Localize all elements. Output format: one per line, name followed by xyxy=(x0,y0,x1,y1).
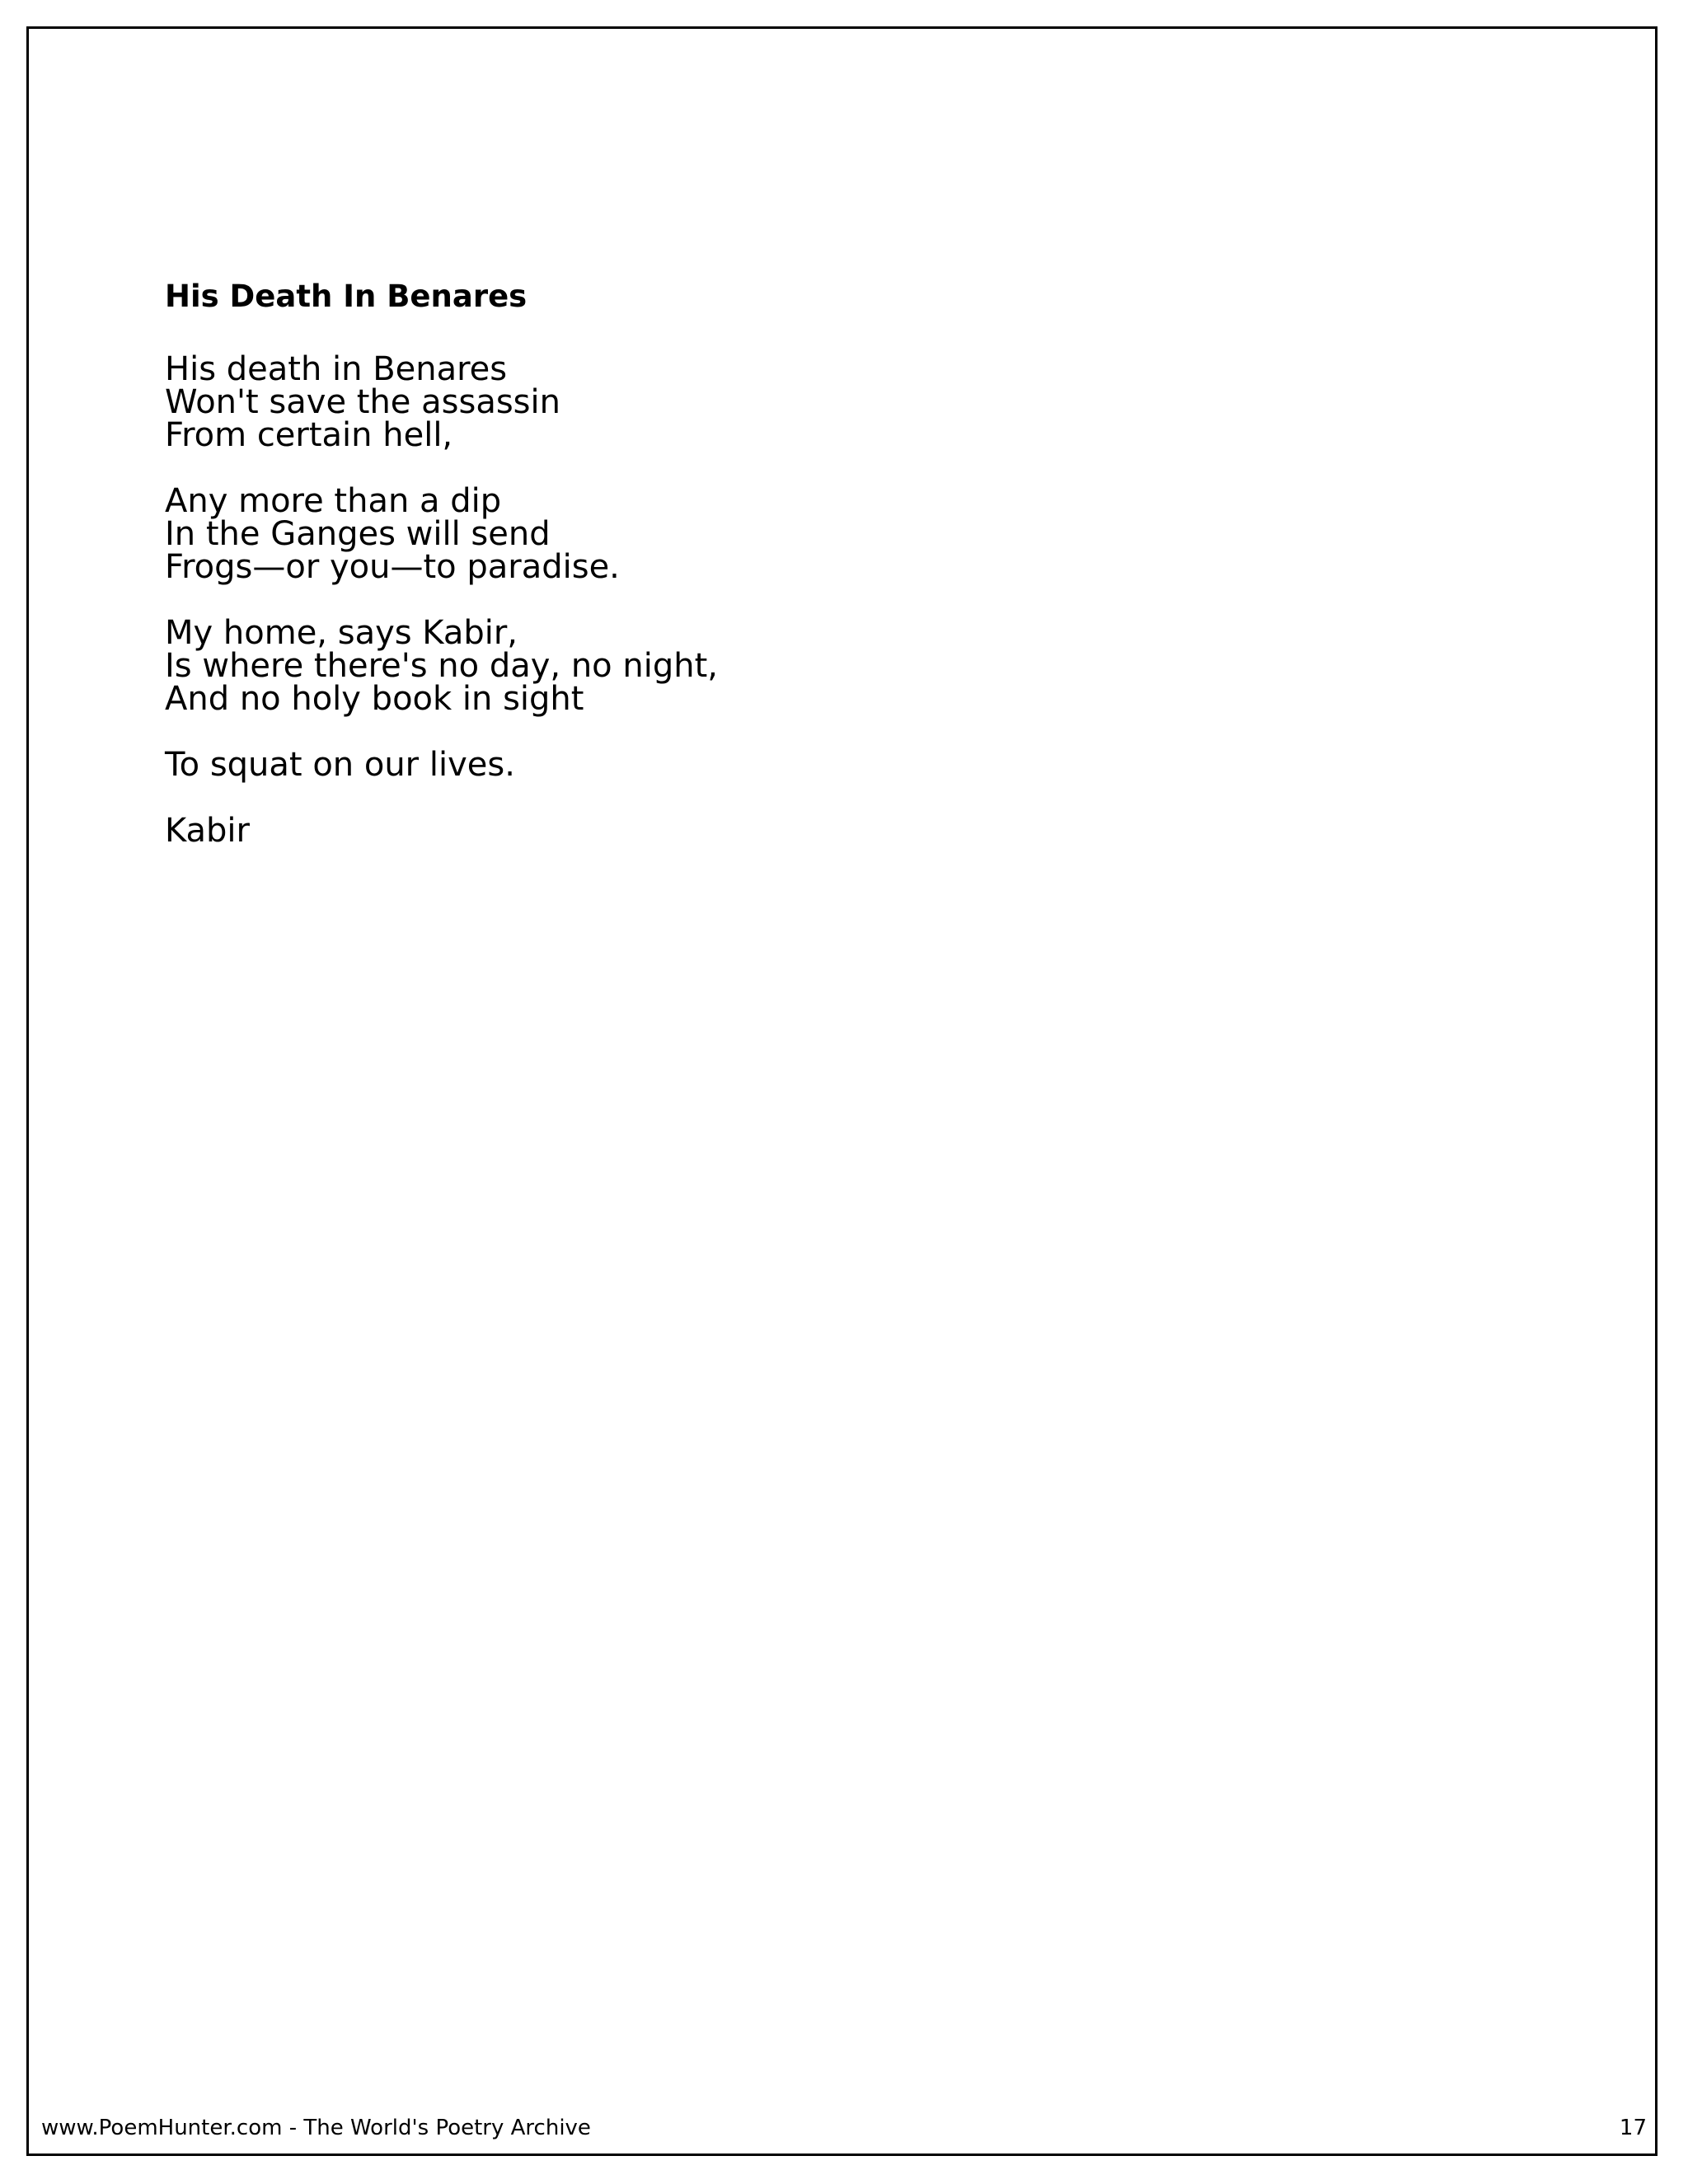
stanza-3 xyxy=(165,614,1401,718)
stanza-4 xyxy=(165,746,1401,784)
poem-line: To squat on our lives. xyxy=(165,746,515,784)
stanza-2 xyxy=(165,482,1401,586)
poem-line: From certain hell, xyxy=(165,416,453,454)
poem-title: His Death In Benares xyxy=(165,279,528,314)
poem-line: His death in Benares xyxy=(165,350,508,388)
poem-line: My home, says Kabir, xyxy=(165,614,518,652)
poem-line: Any more than a dip xyxy=(165,482,502,520)
poem-line: Is where there's no day, no night, xyxy=(165,647,718,685)
poem-line: Frogs—or you—to paradise. xyxy=(165,548,620,586)
poem-line: And no holy book in sight xyxy=(165,680,584,718)
poem xyxy=(165,274,1401,850)
poem-author: Kabir xyxy=(165,812,250,850)
stanza-1 xyxy=(165,350,1401,454)
poem-line: In the Ganges will send xyxy=(165,515,551,553)
footer-source: www.PoemHunter.com - The World's Poetry Archive xyxy=(41,2116,591,2140)
page-number: 17 xyxy=(1619,2116,1647,2140)
poem-line: Won't save the assassin xyxy=(165,383,560,421)
page-footer xyxy=(41,2115,1647,2141)
